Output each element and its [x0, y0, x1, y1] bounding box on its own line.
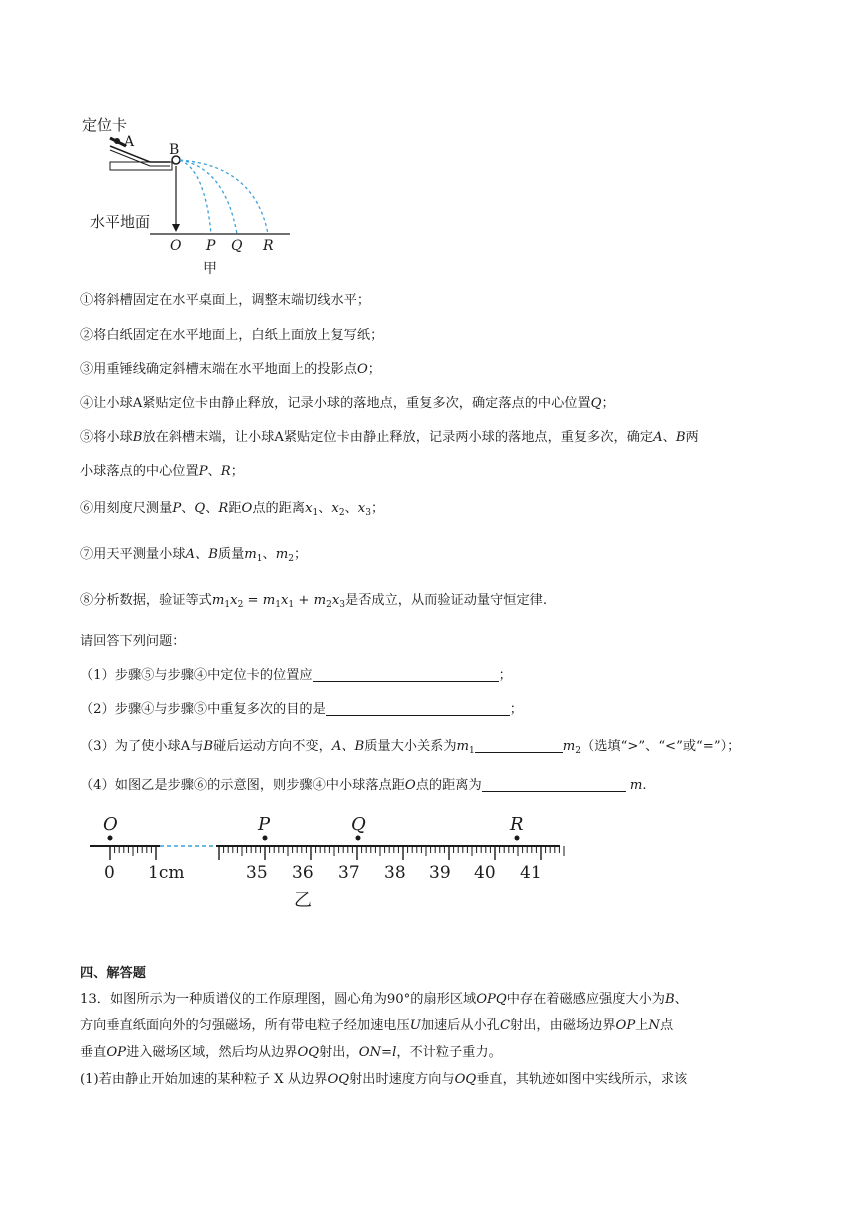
question-4: （4）如图乙是步骤⑥的示意图，则步骤④中小球落点距O点的距离为 m. [80, 778, 647, 793]
trajectory-q [180, 160, 237, 234]
label-q: Q [351, 814, 366, 835]
ball-b-label: B [169, 142, 180, 158]
tick-label-41: 41 [520, 863, 542, 883]
figure-jia [80, 110, 310, 280]
section-heading: 四、解答题 [80, 966, 146, 981]
tick-label-37: 37 [338, 863, 360, 883]
point-r [515, 836, 520, 841]
tick-label-36: 36 [292, 863, 314, 883]
label-r: R [263, 238, 274, 254]
step-1: ①将斜槽固定在水平桌面上，调整末端切线水平； [80, 293, 371, 308]
answer-blank-3[interactable] [475, 738, 563, 753]
questions-intro: 请回答下列问题： [80, 634, 186, 649]
problem-13-line-1: 13．如图所示为一种质谱仪的工作原理图，圆心角为90°的扇形区域OPQ中存在着磁感应强度大小为B、 [80, 992, 688, 1007]
question-2: （2）步骤④与步骤⑤中重复多次的目的是 ； [80, 702, 523, 717]
problem-13-line-3: 垂直OP进入磁场区域，然后均从边界OQ射出，ON=l，不计粒子重力。 [80, 1045, 502, 1060]
figure-caption-yi: 乙 [294, 890, 312, 911]
answer-blank-4[interactable] [482, 777, 626, 792]
step-5: ⑤将小球B放在斜槽末端，让小球A紧贴定位卡由静止释放，记录两小球的落地点，重复多次，确定A、B两 [80, 430, 699, 445]
step-6: ⑥用刻度尺测量P、Q、R距O点的距离$x_1$、$x_2$、$x_3$； [80, 501, 385, 518]
trajectory-p [180, 160, 211, 234]
point-p [263, 836, 268, 841]
step-5-continued: 小球落点的中心位置P、R； [80, 464, 244, 479]
tick-label-1cm: 1cm [148, 863, 185, 883]
tick-label-39: 39 [429, 863, 451, 883]
tick-label-40: 40 [474, 863, 496, 883]
step-2: ②将白纸固定在水平地面上，白纸上面放上复写纸； [80, 328, 384, 343]
label-p: P [258, 814, 271, 835]
label-q: Q [231, 238, 243, 254]
tick-label-38: 38 [384, 863, 406, 883]
problem-13-line-2: 方向垂直纸面向外的匀强磁场，所有带电粒子经加速电压U加速后从小孔C射出，由磁场边界OP上N点 [80, 1018, 674, 1033]
ground-label: 水平地面 [90, 213, 151, 231]
point-q [356, 836, 361, 841]
point-o [108, 836, 113, 841]
step-3: ③用重锤线确定斜槽末端在水平地面上的投影点O； [80, 362, 381, 377]
figure-caption-jia: 甲 [203, 261, 217, 277]
label-r: R [510, 814, 524, 835]
tick-label-0: 0 [104, 863, 115, 883]
figure-yi [90, 808, 570, 912]
step-4: ④让小球A紧贴定位卡由静止释放，记录小球的落地点，重复多次，确定落点的中心位置Q； [80, 396, 615, 411]
ball-a [114, 138, 120, 144]
problem-13-subq-1: (1)若由静止开始加速的某种粒子 X 从边界OQ射出时速度方向与OQ垂直，其轨迹如图中实线所示，求该 [80, 1072, 688, 1087]
label-o: O [103, 814, 118, 835]
ball-a-label: A [124, 134, 135, 150]
tick-label-35: 35 [246, 863, 268, 883]
trajectory-r [180, 160, 268, 234]
question-1: （1）步骤⑤与步骤④中定位卡的位置应 ； [80, 668, 512, 683]
step-8: ⑧分析数据，验证等式$m_1x_2 = m_1x_1 + m_2x_3$是否成立，从而验证动量守恒定律. [80, 593, 548, 610]
label-p: P [206, 238, 216, 254]
question-3: （3）为了使小球A与B碰后运动方向不变，A、B质量大小关系为$m_1$ $m_2$（选填“>”、“<”或“=”）； [80, 739, 741, 756]
label-o: O [170, 238, 182, 254]
step-7: ⑦用天平测量小球A、B质量$m_1$、$m_2$； [80, 547, 308, 564]
answer-blank-2[interactable] [326, 701, 510, 716]
answer-blank-1[interactable] [313, 667, 499, 682]
positioning-card-label: 定位卡 [82, 116, 128, 134]
